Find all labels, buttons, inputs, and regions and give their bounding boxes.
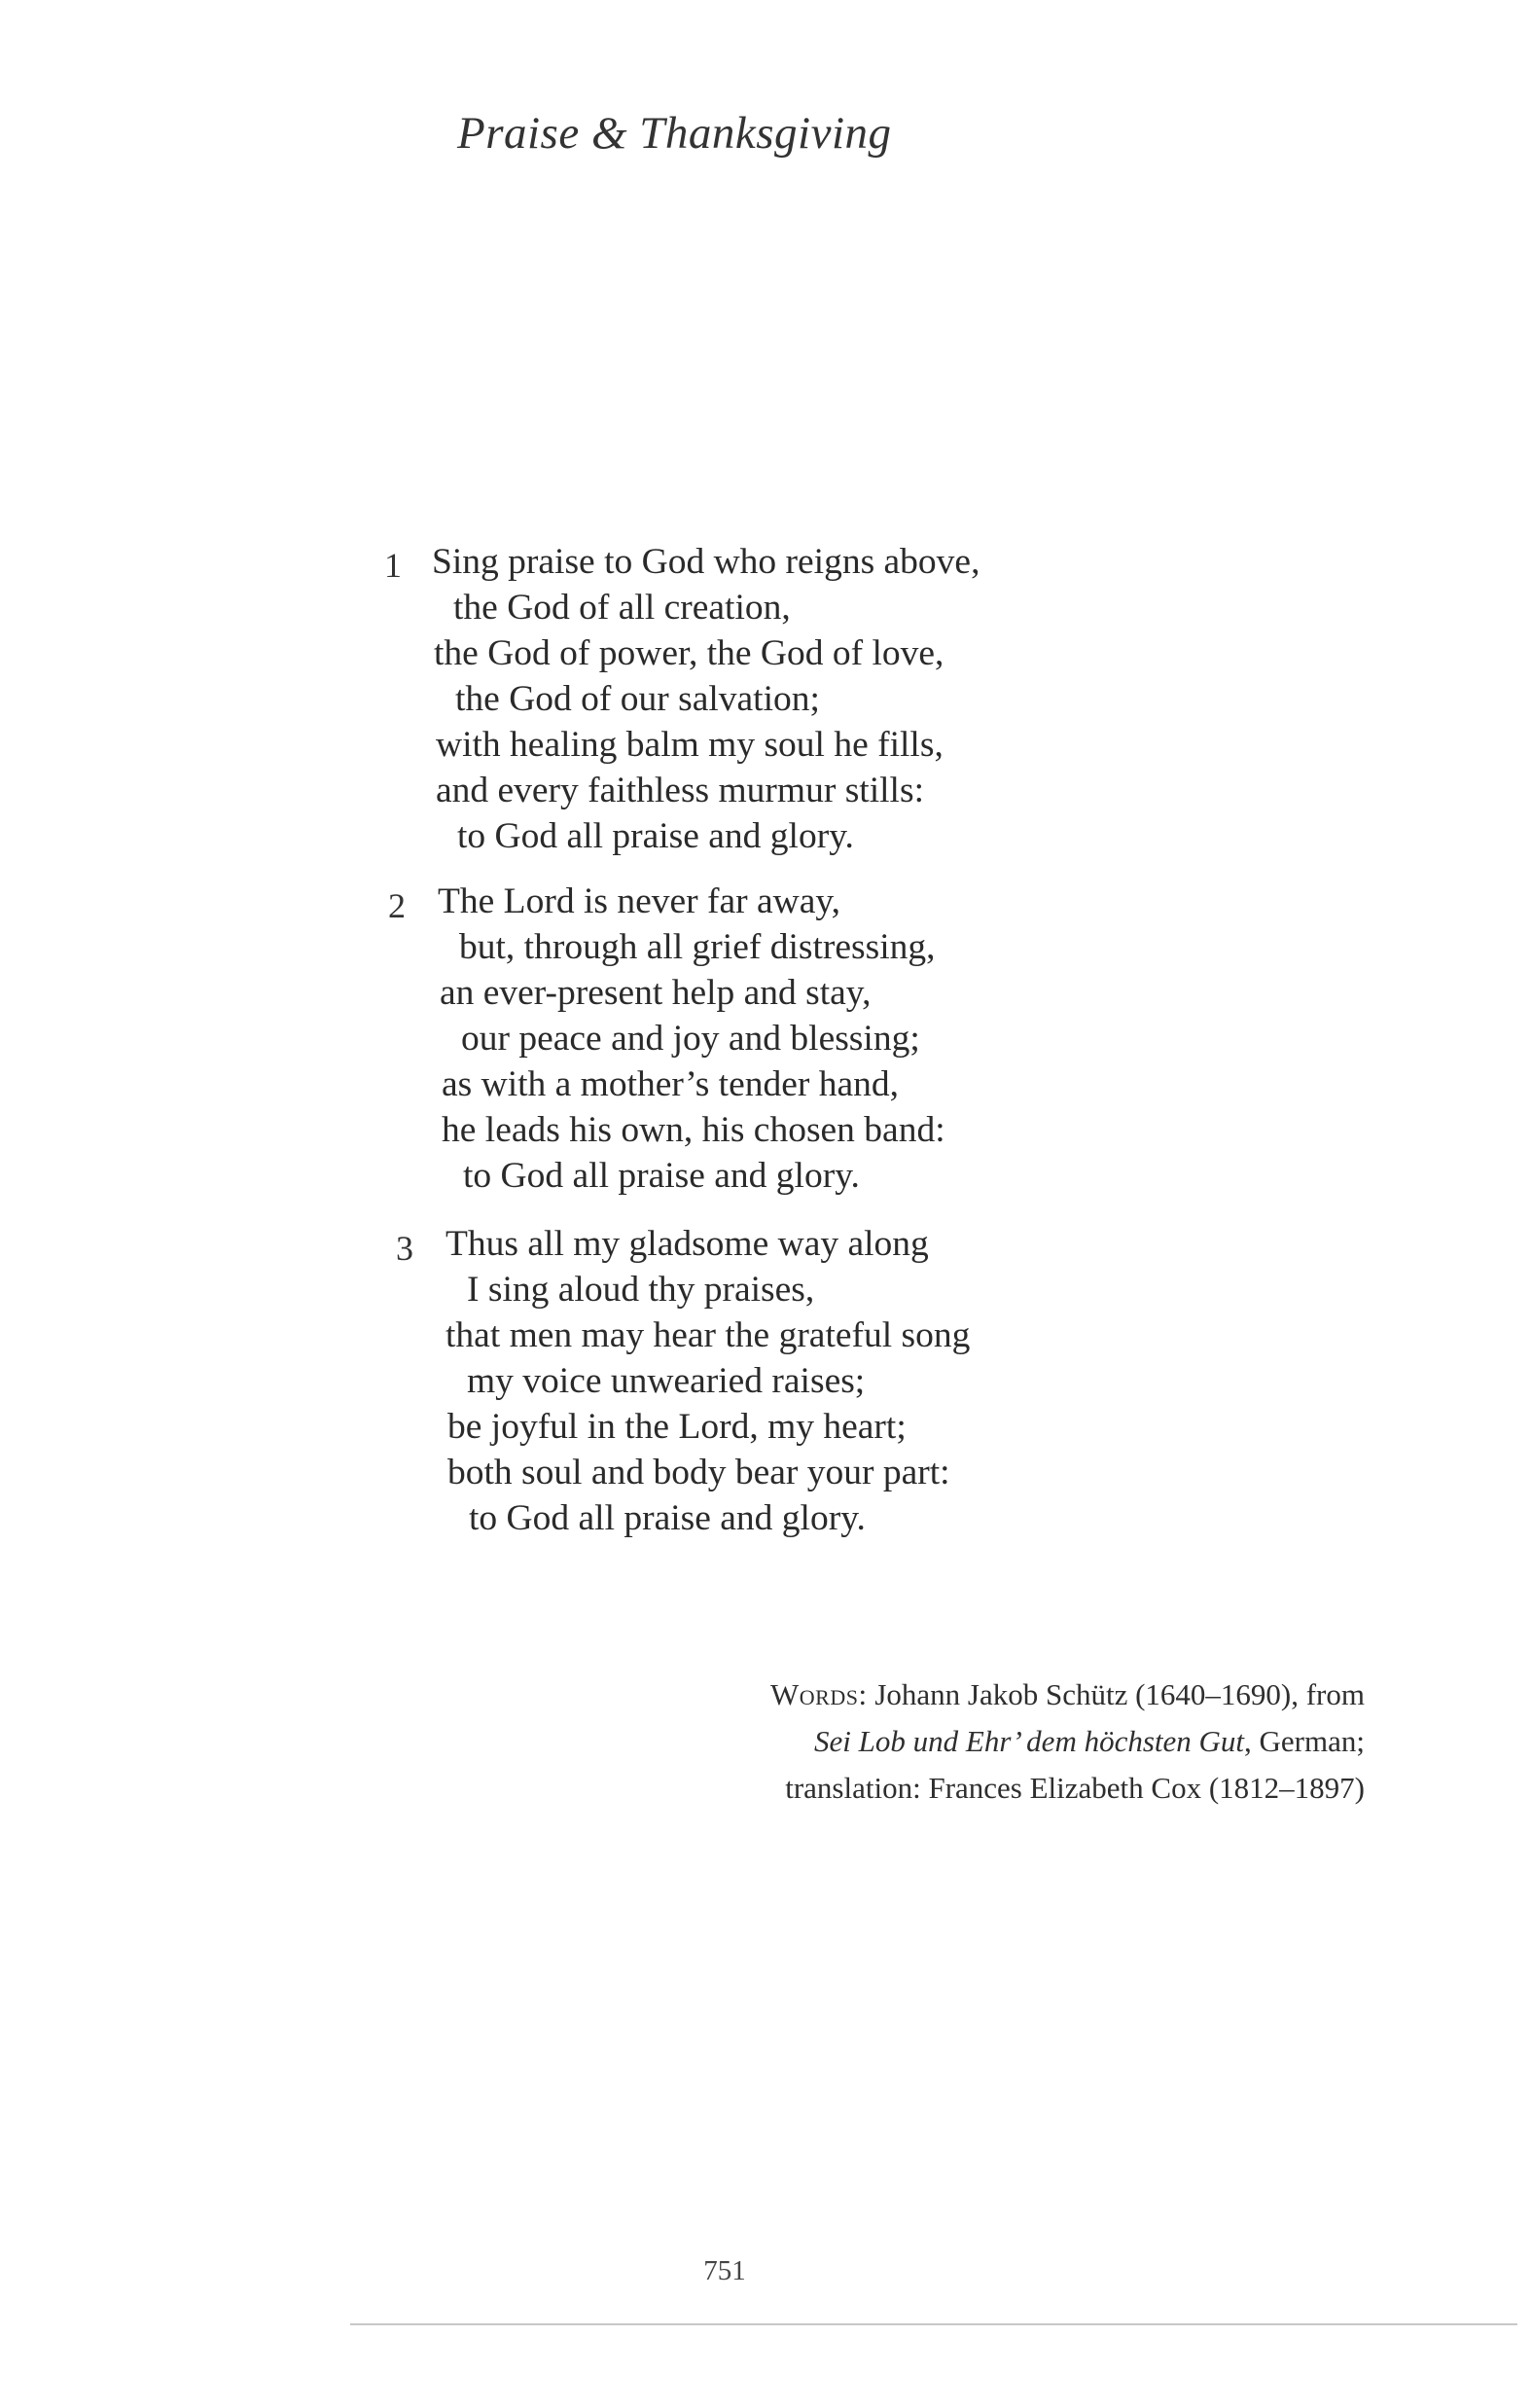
running-head: Praise & Thanksgiving <box>457 108 892 159</box>
words-label: Words: <box>770 1677 868 1711</box>
verse-line: and every faithless murmur stills: <box>436 771 924 810</box>
credit-line-source <box>625 1718 1365 1765</box>
verse-line: our peace and joy and blessing; <box>461 1019 920 1059</box>
scan-edge-line <box>350 2323 1517 2325</box>
source-language: , German; <box>1244 1724 1365 1758</box>
verse-line: be joyful in the Lord, my heart; <box>447 1407 907 1447</box>
verse-number: 1 <box>384 546 402 585</box>
verse-line: he leads his own, his chosen band: <box>442 1110 945 1150</box>
verse-line: both soul and body bear your part: <box>447 1453 950 1492</box>
verse-line: as with a mother’s tender hand, <box>442 1064 900 1104</box>
source-title: Sei Lob und Ehr’ dem höchsten Gut <box>814 1724 1245 1758</box>
verse-line: the God of power, the God of love, <box>434 633 944 673</box>
verse-line: that men may hear the grateful song <box>445 1315 971 1355</box>
verse-line: the God of our salvation; <box>455 679 820 719</box>
verse-line: The Lord is never far away, <box>438 881 841 921</box>
verse-line: Thus all my gladsome way along <box>445 1224 929 1264</box>
verse-line: to God all praise and glory. <box>469 1498 866 1538</box>
verse-line: an ever-present help and stay, <box>440 973 872 1013</box>
verse-line: to God all praise and glory. <box>457 816 854 856</box>
verse-line: Sing praise to God who reigns above, <box>432 542 980 582</box>
verse-number: 2 <box>388 886 406 925</box>
verse-line: my voice unwearied raises; <box>467 1361 866 1401</box>
verse-number: 3 <box>396 1229 413 1268</box>
verse-line: I sing aloud thy praises, <box>467 1270 815 1310</box>
author-text: Johann Jakob Schütz (1640–1690), from <box>874 1677 1365 1711</box>
verse-line: with healing balm my soul he fills, <box>436 725 944 765</box>
verse-line: but, through all grief distressing, <box>459 927 936 967</box>
verse-line: to God all praise and glory. <box>463 1156 860 1196</box>
credit-line-author <box>625 1671 1365 1718</box>
credit-line-translation: translation: Frances Elizabeth Cox (1812–1897) <box>785 1771 1365 1805</box>
page-number: 751 <box>703 2255 746 2286</box>
words-credit <box>625 1671 1365 1812</box>
verse-line: the God of all creation, <box>453 588 791 628</box>
